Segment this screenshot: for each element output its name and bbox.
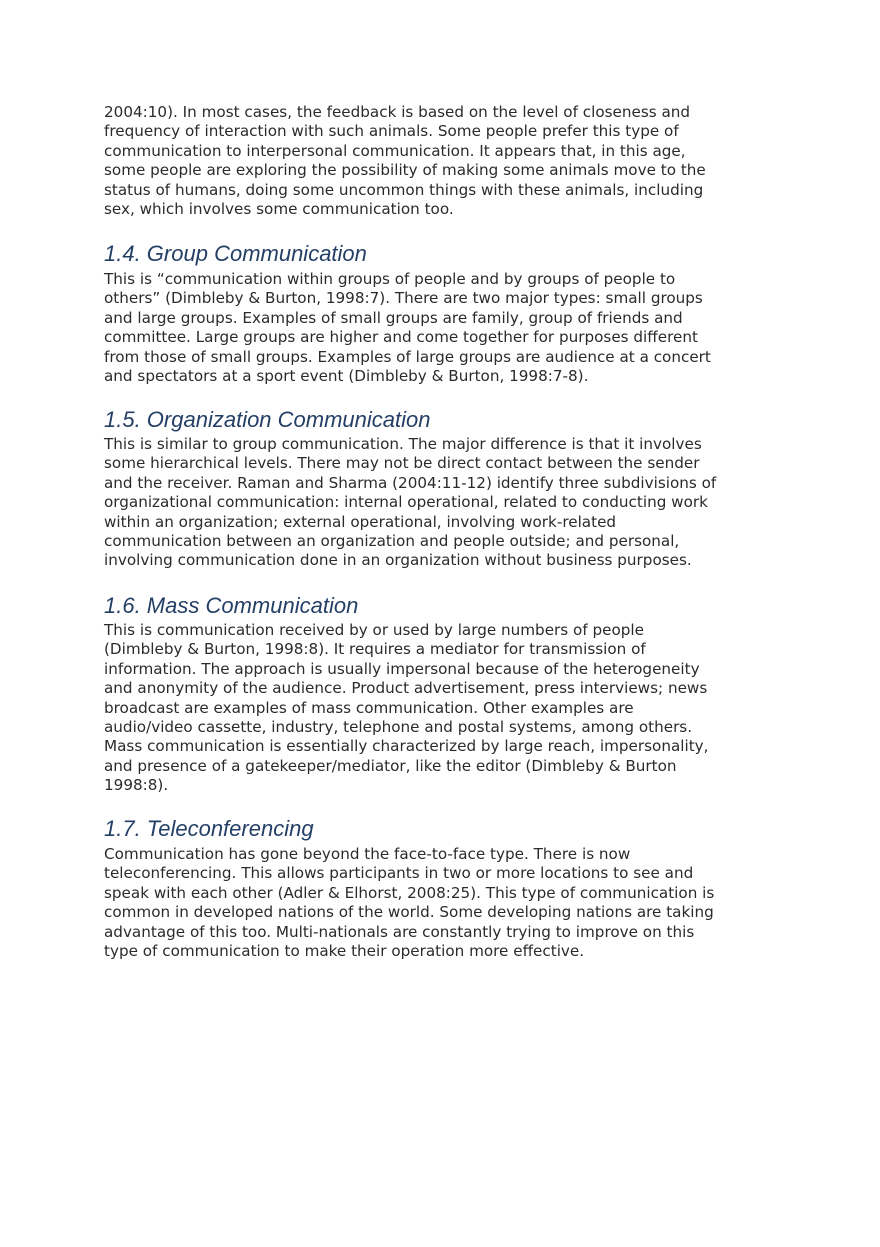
text-line: others” (Dimbleby & Burton, 1998:7). There are two major types: small groups xyxy=(104,289,703,308)
text-line: from those of small groups. Examples of large groups are audience at a concert xyxy=(104,347,711,366)
text-line: and large groups. Examples of small groups are family, group of friends and xyxy=(104,308,683,327)
text-line: broadcast are examples of mass communication. Other examples are xyxy=(104,698,634,717)
text-line: 1998:8). xyxy=(104,776,169,795)
text-line: some people are exploring the possibility of making some animals move to the xyxy=(104,161,706,180)
text-line: and spectators at a sport event (Dimbleby & Burton, 1998:7-8). xyxy=(104,367,589,386)
section-paragraph xyxy=(104,435,716,571)
text-line: some hierarchical levels. There may not be direct contact between the sender xyxy=(104,454,700,473)
text-line: information. The approach is usually impersonal because of the heterogeneity xyxy=(104,659,700,678)
text-line: communication to interpersonal communication. It appears that, in this age, xyxy=(104,141,686,160)
section-heading: 1.7. Teleconferencing xyxy=(104,816,314,841)
text-line: involving communication done in an organization without business purposes. xyxy=(104,551,692,570)
text-line: frequency of interaction with such animals. Some people prefer this type of xyxy=(104,122,679,141)
text-line: advantage of this too. Multi-nationals are constantly trying to improve on this xyxy=(104,922,695,941)
text-line: and presence of a gatekeeper/mediator, like the editor (Dimbleby & Burton xyxy=(104,756,677,775)
text-line: This is communication received by or used by large numbers of people xyxy=(104,621,644,639)
text-line: (Dimbleby & Burton, 1998:8). It requires a mediator for transmission of xyxy=(104,640,646,659)
intro-paragraph xyxy=(104,103,706,219)
text-line: This is similar to group communication. The major difference is that it involves xyxy=(104,435,702,453)
text-line: and anonymity of the audience. Product advertisement, press interviews; news xyxy=(104,679,708,698)
text-line: communication between an organization and people outside; and personal, xyxy=(104,532,680,551)
text-line: type of communication to make their operation more effective. xyxy=(104,942,585,961)
section-heading: 1.4. Group Communication xyxy=(104,241,367,266)
text-line: status of humans, doing some uncommon things with these animals, including xyxy=(104,180,704,199)
section-teleconferencing xyxy=(104,816,714,961)
section-mass-communication xyxy=(104,593,708,796)
section-group-communication xyxy=(104,241,711,386)
text-line: sex, which involves some communication too. xyxy=(104,200,454,219)
text-line: teleconferencing. This allows participants in two or more locations to see and xyxy=(104,864,694,883)
text-line: common in developed nations of the world. Some developing nations are taking xyxy=(104,903,714,922)
text-line: within an organization; external operational, involving work-related xyxy=(104,512,617,531)
text-line: This is “communication within groups of people and by groups of people to xyxy=(104,270,676,288)
section-organization-communication xyxy=(104,407,716,571)
section-heading: 1.5. Organization Communication xyxy=(104,407,431,432)
text-line: audio/video cassette, industry, telephone and postal systems, among others. xyxy=(104,718,693,737)
text-line: organizational communication: internal operational, related to conducting work xyxy=(104,493,708,512)
text-line: committee. Large groups are higher and come together for purposes different xyxy=(104,328,698,347)
text-line: Mass communication is essentially characterized by large reach, impersonality, xyxy=(104,737,709,756)
section-paragraph xyxy=(104,270,711,386)
text-line: 2004:10). In most cases, the feedback is based on the level of closeness and xyxy=(104,103,691,121)
section-paragraph xyxy=(104,621,708,796)
section-heading: 1.6. Mass Communication xyxy=(104,593,359,618)
text-line: and the receiver. Raman and Sharma (2004:11-12) identify three subdivisions of xyxy=(104,473,717,492)
text-line: speak with each other (Adler & Elhorst, 2008:25). This type of communication is xyxy=(104,883,715,902)
section-paragraph xyxy=(104,845,714,961)
text-line: Communication has gone beyond the face-to-face type. There is now xyxy=(104,845,631,863)
